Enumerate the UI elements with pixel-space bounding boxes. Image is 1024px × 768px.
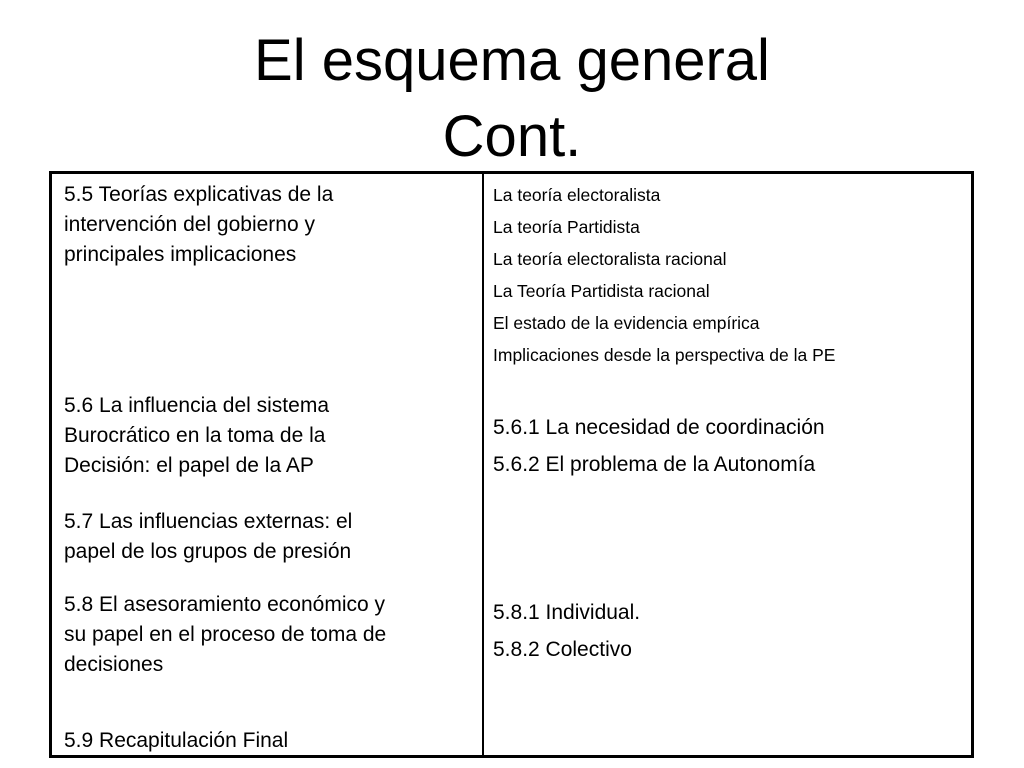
outline-table — [49, 171, 974, 758]
topic-5-5-line: intervención del gobierno y — [64, 213, 315, 236]
subtopic-item: La teoría electoralista racional — [493, 249, 727, 269]
subtopic-item: La teoría electoralista — [493, 185, 661, 205]
topic-5-8-line: decisiones — [64, 653, 164, 676]
subtopic-item: Implicaciones desde la perspectiva de la PE — [493, 345, 836, 365]
slide-title-line-2: Cont. — [442, 104, 582, 169]
slide-title-line-1: El esquema general — [254, 28, 770, 93]
subtopic-item: La Teoría Partidista racional — [493, 281, 710, 301]
topic-5-8 — [64, 590, 386, 680]
topic-5-6 — [64, 391, 329, 481]
topic-5-5-line: principales implicaciones — [64, 243, 297, 266]
column-divider — [482, 174, 484, 755]
topic-5-5 — [64, 180, 333, 270]
subtopics-5-6 — [493, 409, 825, 483]
topic-5-6-line: Burocrático en la toma de la — [64, 424, 326, 447]
subtopic-item: 5.8.1 Individual. — [493, 601, 641, 624]
subtopics-5-8 — [493, 594, 640, 668]
subtopics-5-5 — [493, 179, 835, 371]
subtopic-item: La teoría Partidista — [493, 217, 640, 237]
topic-5-8-line: su papel en el proceso de toma de — [64, 623, 387, 646]
subtopic-item: El estado de la evidencia empírica — [493, 313, 760, 333]
topic-5-5-line: 5.5 Teorías explicativas de la — [64, 183, 334, 206]
subtopic-item: 5.6.2 El problema de la Autonomía — [493, 453, 816, 476]
topic-5-9 — [64, 726, 288, 756]
subtopic-item: 5.6.1 La necesidad de coordinación — [493, 416, 825, 439]
topic-5-9-line: 5.9 Recapitulación Final — [64, 729, 289, 752]
topic-5-7-line: papel de los grupos de presión — [64, 540, 352, 563]
subtopic-item: 5.8.2 Colectivo — [493, 638, 632, 661]
topic-5-6-line: Decisión: el papel de la AP — [64, 454, 314, 477]
topic-5-6-line: 5.6 La influencia del sistema — [64, 394, 329, 417]
topic-5-7 — [64, 507, 352, 567]
topic-5-7-line: 5.7 Las influencias externas: el — [64, 510, 353, 533]
topic-5-8-line: 5.8 El asesoramiento económico y — [64, 593, 385, 616]
